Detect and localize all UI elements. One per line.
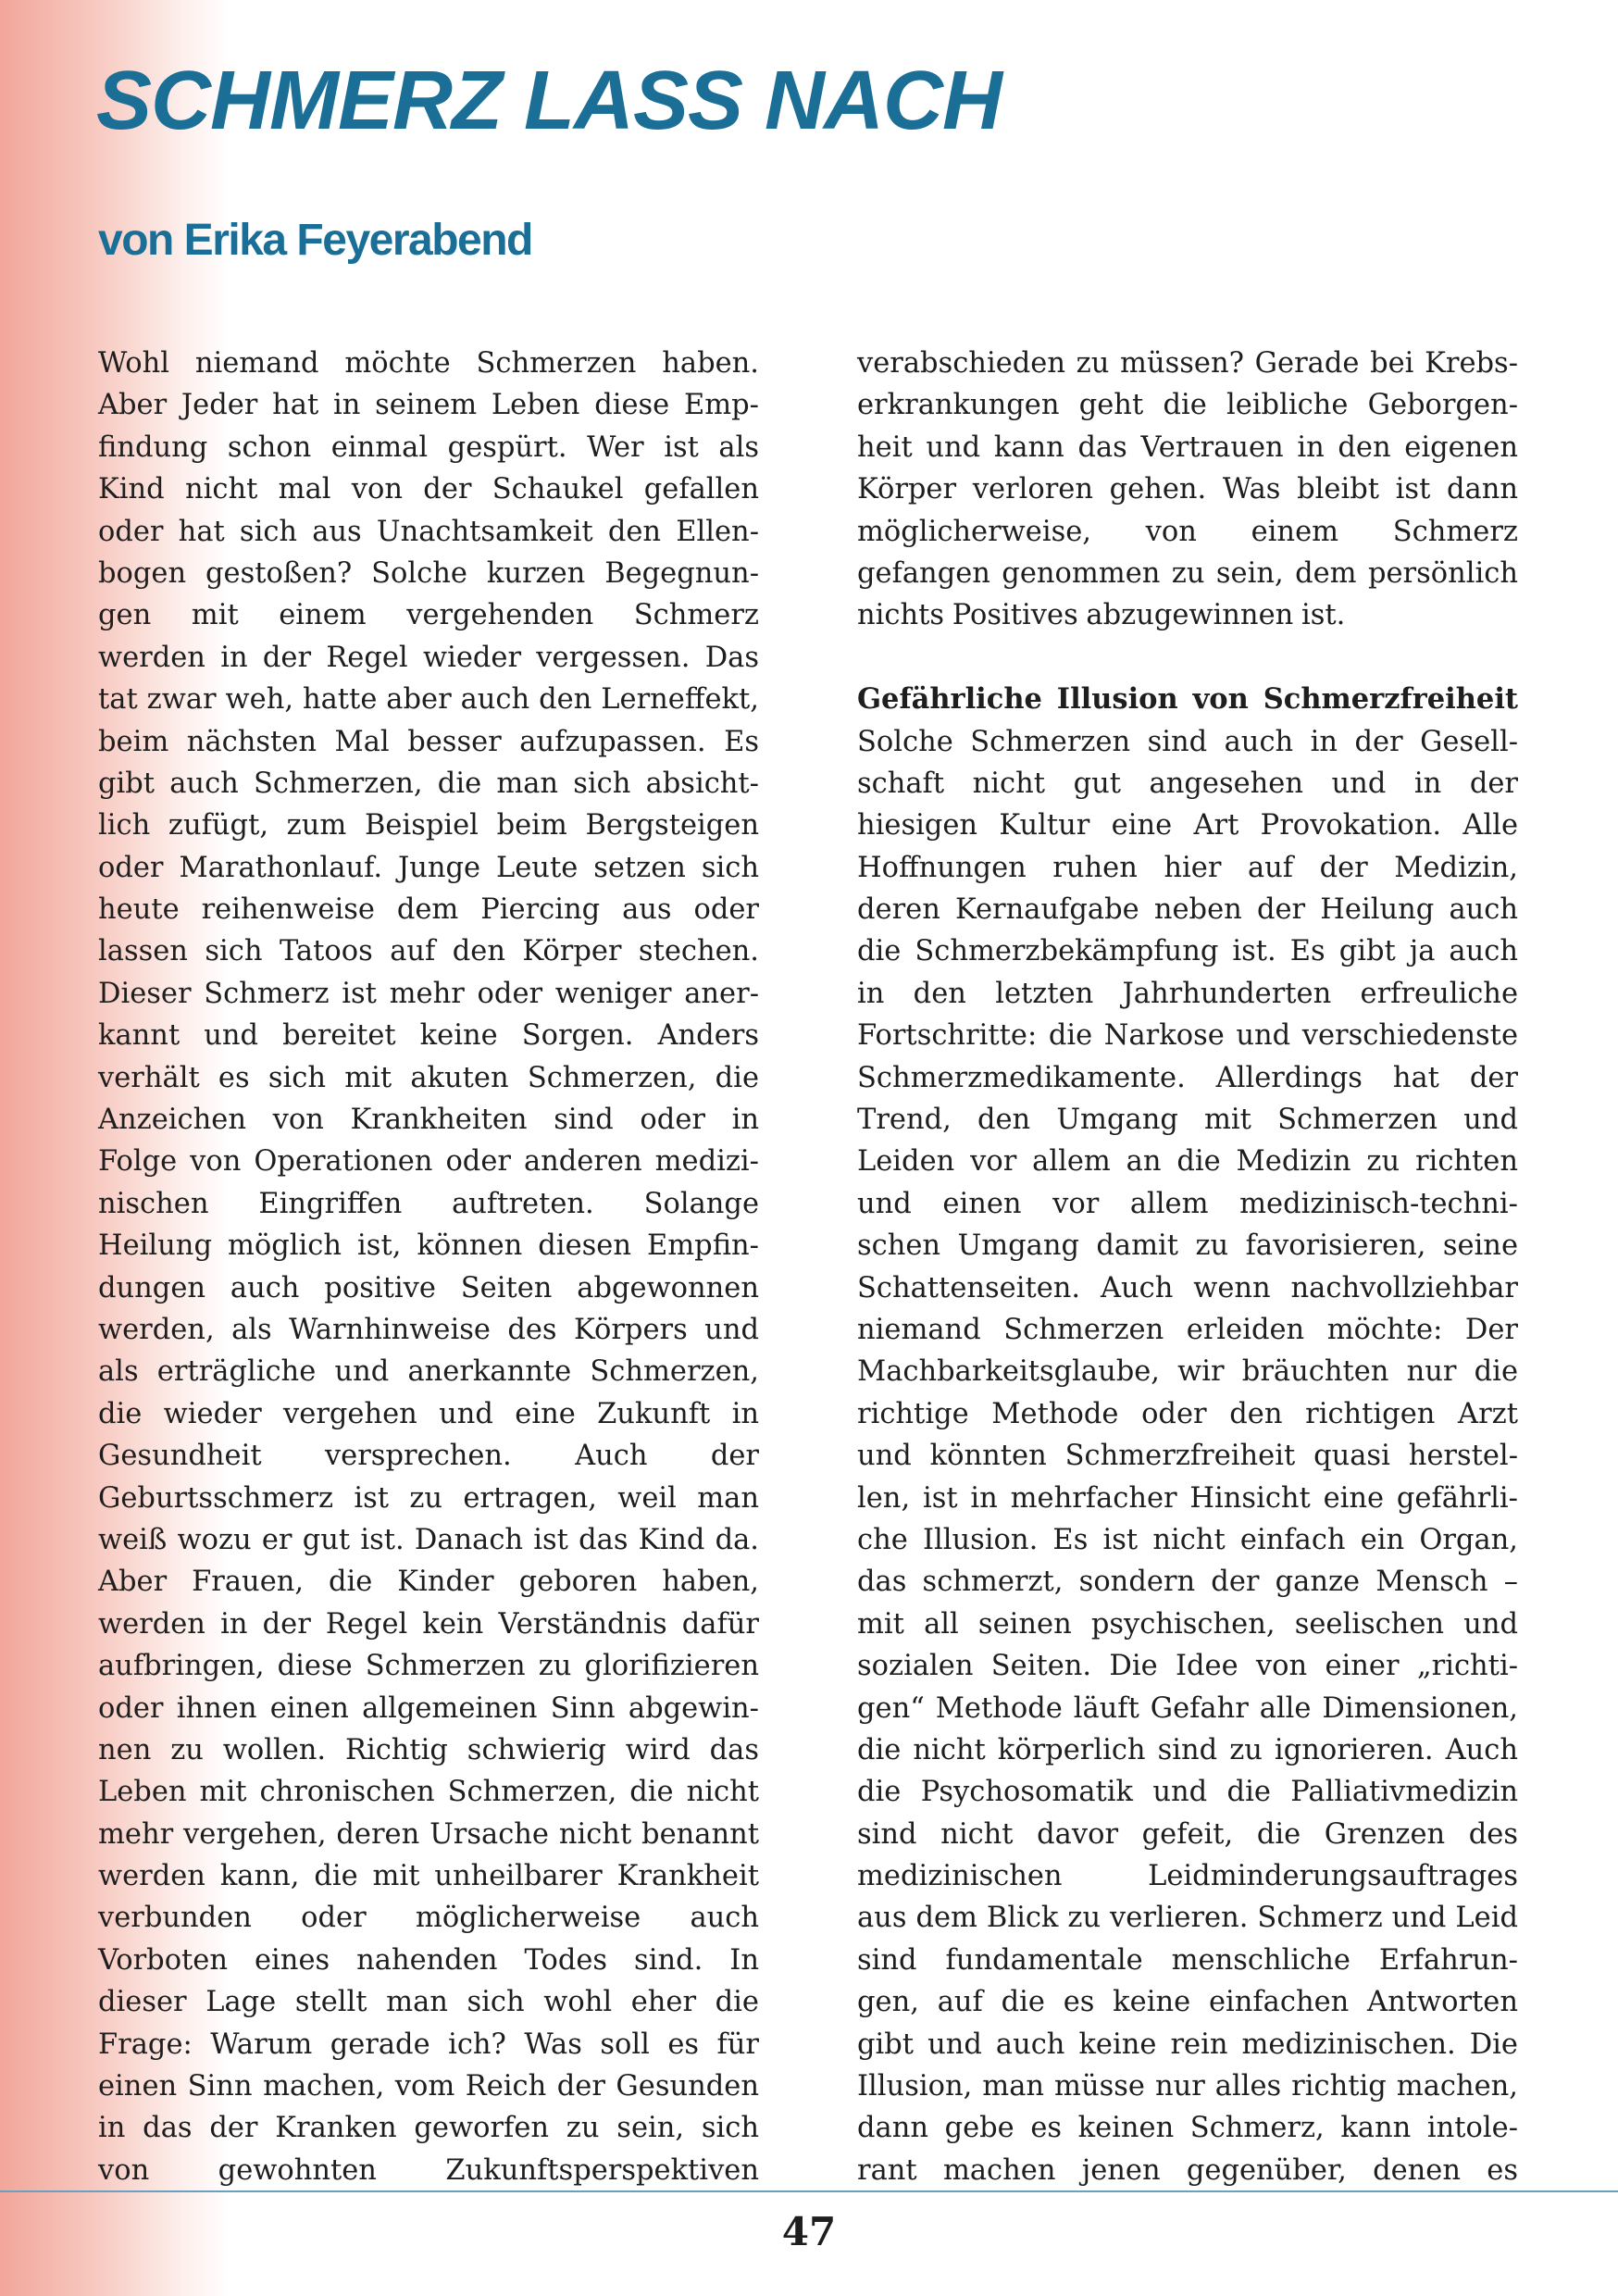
text-line: Kind nicht mal von der Schaukel gefallen [98,473,759,506]
text-line: Körper verloren gehen. Was bleibt ist dann [857,473,1518,506]
text-line: che Illusion. Es ist nicht einfach ein Organ, [857,1523,1518,1556]
text-line: die Schmerzbekämpfung ist. Es gibt ja auch [857,935,1518,968]
text-line: heute reihenweise dem Piercing aus oder [98,893,759,927]
text-line: Geburtsschmerz ist zu ertragen, weil man [98,1481,759,1515]
paragraph-gap [857,637,1518,679]
text-line: die Psychosomatik und die Palliativmedizin [857,1776,1518,1809]
text-line: dungen auch positive Seiten abgewonnen [98,1271,759,1304]
footer-divider [0,2190,1618,2192]
text-line: dieser Lage stellt man sich wohl eher die [98,1986,759,2019]
text-line: das schmerzt, sondern der ganze Mensch – [857,1566,1518,1599]
text-line: Leben mit chronischen Schmerzen, die nicht [98,1776,759,1809]
text-line: gibt auch Schmerzen, die man sich absicht- [98,767,759,800]
text-line: richtige Methode oder den richtigen Arzt [857,1397,1518,1430]
text-line: deren Kernaufgabe neben der Heilung auch [857,893,1518,927]
text-line: Folge von Operationen oder anderen medizi- [98,1145,759,1179]
text-line: medizinischen Leidminderungsauftrages [857,1860,1518,1893]
text-line: oder Marathonlauf. Junge Leute setzen sich [98,851,759,884]
text-line: gibt und auch keine rein medizinischen. Die [857,2028,1518,2061]
text-line: Solche Schmerzen sind auch in der Gesell- [857,725,1518,758]
text-line: werden in der Regel wieder vergessen. Das [98,641,759,674]
text-line: sind fundamentale menschliche Erfahrun- [857,1943,1518,1977]
text-line: Machbarkeitsglaube, wir bräuchten nur die [857,1355,1518,1389]
text-line: nischen Eingriffen auftreten. Solange [98,1187,759,1220]
text-line: erkrankungen geht die leibliche Geborgen- [857,389,1518,422]
text-line: Dieser Schmerz ist mehr oder weniger aner- [98,977,759,1010]
text-line: lassen sich Tatoos auf den Körper stechen. [98,935,759,968]
text-line: werden kann, die mit unheilbarer Krankheit [98,1860,759,1893]
text-line: in das der Kranken geworfen zu sein, sich [98,2112,759,2145]
text-line: Schmerzmedikamente. Allerdings hat der [857,1061,1518,1094]
text-line: dann gebe es keinen Schmerz, kann intole- [857,2112,1518,2145]
text-line: Vorboten eines nahenden Todes sind. In [98,1943,759,1977]
text-line: mit all seinen psychischen, seelischen und [857,1607,1518,1641]
article-author: von Erika Feyerabend [98,216,532,265]
left-text-column [98,343,759,2191]
text-line: Fortschritte: die Narkose und verschiedenste [857,1019,1518,1053]
text-line: gen, auf die es keine einfachen Antworten [857,1986,1518,2019]
text-line: schaft nicht gut angesehen und in der [857,767,1518,800]
text-line: beim nächsten Mal besser aufzupassen. Es [98,725,759,758]
text-line: findung schon einmal gespürt. Wer ist als [98,430,759,464]
text-line: Aber Jeder hat in seinem Leben diese Emp- [98,389,759,422]
text-line: len, ist in mehrfacher Hinsicht eine gefährli- [857,1481,1518,1515]
text-line: heit und kann das Vertrauen in den eigenen [857,430,1518,464]
text-line: mehr vergehen, deren Ursache nicht benannt [98,1817,759,1851]
text-line: gefangen genommen zu sein, dem persönlich [857,556,1518,590]
text-line: Anzeichen von Krankheiten sind oder in [98,1104,759,1137]
text-line: Trend, den Umgang mit Schmerzen und [857,1104,1518,1137]
text-line: rant machen jenen gegenüber, denen es [857,2153,1518,2187]
text-line: Schattenseiten. Auch wenn nachvollziehbar [857,1271,1518,1304]
text-line: nichts Positives abzugewinnen ist. [857,599,1346,632]
text-line: die wieder vergehen und eine Zukunft in [98,1397,759,1430]
text-line: Gesundheit versprechen. Auch der [98,1440,759,1473]
section-subheading: Gefährliche Illusion von Schmerzfreiheit [857,682,1518,717]
text-line: nen zu wollen. Richtig schwierig wird das [98,1733,759,1766]
text-line: bogen gestoßen? Solche kurzen Begegnun- [98,556,759,590]
text-line: verabschieden zu müssen? Gerade bei Krebs- [857,347,1518,380]
article-title: SCHMERZ LASS NACH [96,55,1002,147]
text-line: oder ihnen einen allgemeinen Sinn abgewin- [98,1691,759,1725]
text-line: Leiden vor allem an die Medizin zu richten [857,1145,1518,1179]
text-line: als erträgliche und anerkannte Schmerzen, [98,1355,759,1389]
text-line: Wohl niemand möchte Schmerzen haben. [98,347,759,380]
text-line: schen Umgang damit zu favorisieren, seine [857,1229,1518,1263]
text-line: lich zufügt, zum Beispiel beim Bergsteigen [98,809,759,842]
text-line: und einen vor allem medizinisch-techni- [857,1187,1518,1220]
text-line: weiß wozu er gut ist. Danach ist das Kind da. [98,1523,759,1556]
text-line: Aber Frauen, die Kinder geboren haben, [98,1566,759,1599]
right-text-column [857,343,1518,2191]
text-line: aufbringen, diese Schmerzen zu glorifizieren [98,1650,759,1683]
text-line: Hoffnungen ruhen hier auf der Medizin, [857,851,1518,884]
text-line: sind nicht davor gefeit, die Grenzen des [857,1817,1518,1851]
text-line: kannt und bereitet keine Sorgen. Anders [98,1019,759,1053]
text-line: einen Sinn machen, vom Reich der Gesunden [98,2070,759,2103]
text-line: werden, als Warnhinweise des Körpers und [98,1313,759,1346]
text-line: niemand Schmerzen erleiden möchte: Der [857,1313,1518,1346]
text-line: Heilung möglich ist, können diesen Empfin- [98,1229,759,1263]
text-line: tat zwar weh, hatte aber auch den Lerneffekt, [98,683,759,717]
text-line: verbunden oder möglicherweise auch [98,1902,759,1935]
page-number: 47 [781,2209,837,2254]
text-line: oder hat sich aus Unachtsamkeit den Ellen- [98,515,759,548]
text-line: die nicht körperlich sind zu ignorieren. Auch [857,1733,1518,1766]
text-line: hiesigen Kultur eine Art Provokation. Alle [857,809,1518,842]
text-line: aus dem Blick zu verlieren. Schmerz und Leid [857,1902,1518,1935]
text-line: gen mit einem vergehenden Schmerz [98,599,759,632]
text-line: verhält es sich mit akuten Schmerzen, die [98,1061,759,1094]
text-line: möglicherweise, von einem Schmerz [857,515,1518,548]
text-line: in den letzten Jahrhunderten erfreuliche [857,977,1518,1010]
text-line: Illusion, man müsse nur alles richtig machen, [857,2070,1518,2103]
text-line: von gewohnten Zukunftsperspektiven [98,2153,759,2187]
text-line: und könnten Schmerzfreiheit quasi herstel- [857,1440,1518,1473]
text-line: sozialen Seiten. Die Idee von einer „richti- [857,1650,1518,1683]
text-line: Frage: Warum gerade ich? Was soll es für [98,2028,759,2061]
text-line: gen“ Methode läuft Gefahr alle Dimensionen, [857,1691,1518,1725]
text-line: werden in der Regel kein Verständnis dafür [98,1607,759,1641]
